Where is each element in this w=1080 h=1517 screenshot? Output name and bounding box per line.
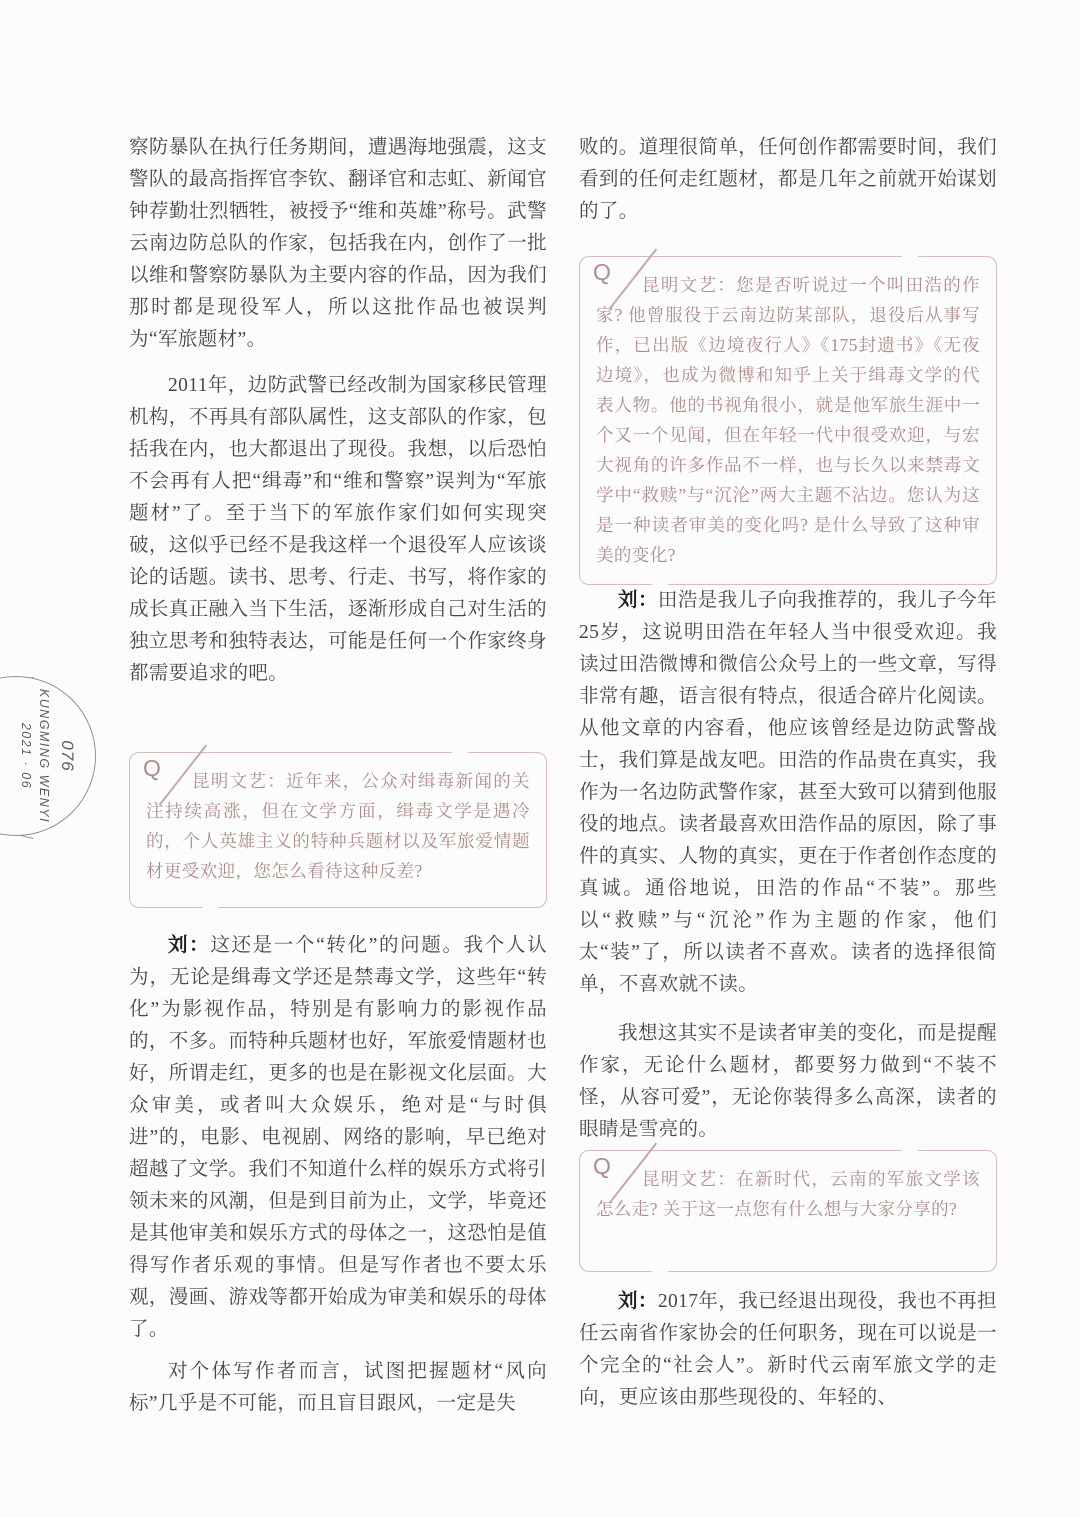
answer-paragraph — [579, 585, 997, 1001]
question-paragraph — [146, 766, 530, 886]
left-paragraph-continuation — [129, 132, 547, 356]
question-box-2 — [579, 256, 997, 585]
left-answer-1 — [129, 930, 547, 1346]
q-marker: Q — [143, 755, 161, 781]
right-paragraph-continuation — [579, 132, 997, 228]
paragraph-text: 败的。道理很简单，任何创作都需要时间，我们看到的任何走红题材，都是几年之前就开始谋划的了。 — [579, 137, 997, 222]
paragraph-text: 察防暴队在执行任务期间，遭遇海地强震，这支警队的最高指挥官李钦、翻译官和志虹、新闻官钟荐勤壮烈牺牲，被授予“维和英雄”称号。武警云南边防总队的作家，包括我在内，创作了一批以维和警察防暴队为主要内容的作品，因为我们那时都是现役军人，所以这批作品也被误判为“军旅题材”。 — [129, 137, 547, 350]
answer-paragraph — [579, 1286, 997, 1414]
question-text: 在新时代，云南的军旅文学该怎么走? 关于这一点您有什么想与大家分享的? — [596, 1169, 981, 1219]
border-gap-bottom — [202, 904, 218, 910]
question-speaker: 昆明文艺： — [642, 275, 737, 295]
question-text: 近年来，公众对缉毒新闻的关注持续高涨，但在文学方面，缉毒文学是遇冷的，个人英雄主义的特种兵题材以及军旅爱情题材更受欢迎，您怎么看待这种反差? — [146, 771, 531, 881]
answer-text: 这还是一个“转化”的问题。我个人认为，无论是缉毒文学还是禁毒文学，这些年“转化”为影视作品，特别是有影响力的影视作品的，不多。而特种兵题材也好，军旅爱情题材也好，所谓走红，更多的也是在影视文化层面。大众审美，或者叫大众娱乐，绝对是“与时俱进”的，电影、电视剧、网络的影响，早已绝对超越了文学。我们不知道什么样的娱乐方式将引领未来的风潮，但是到目前为止，文学，毕竟还是其他审美和娱乐方式的母体之一，这恐怕是值得写作者乐观的事情。但是写作者也不要太乐观，漫画、游戏等都开始成为审美和娱乐的母体了。 — [129, 935, 547, 1340]
border-gap-top — [902, 1148, 918, 1154]
magazine-title: KUNGMING WENYI — [37, 688, 51, 824]
border-gap-bottom — [652, 1268, 668, 1274]
paragraph-text: 我想这其实不是读者审美的变化，而是提醒作家，无论什么题材，都要努力做到“不装不怪，从容可爱”，无论你装得多么高深，读者的眼睛是雪亮的。 — [579, 1023, 997, 1140]
question-paragraph — [596, 1164, 980, 1224]
answer-speaker: 刘： — [168, 935, 211, 956]
question-box-3 — [579, 1150, 997, 1272]
question-text: 您是否听说过一个叫田浩的作家? 他曾服役于云南边防某部队，退役后从事写作，已出版《边境夜行人》《175封遗书》《无夜边境》，也成为微博和知乎上关于缉毒文学的代表人物。他的书视角很小，就是他军旅生涯中一个又一个见闻，但在年轻一代中很受欢迎，与宏大视角的许多作品不一样，也与长久以来禁毒文学中“救赎”与“沉沦”两大主题不沾边。您认为这是一种读者审美的变化吗? 是什么导致了这种审美的变化? — [596, 275, 981, 565]
right-paragraph-remind — [579, 1018, 997, 1146]
q-marker: Q — [593, 1153, 611, 1179]
border-gap-top — [452, 750, 468, 756]
paragraph-text: 对个体写作者而言，试图把握题材“风向标”几乎是不可能，而且盲目跟风，一定是失 — [129, 1361, 547, 1414]
page-number: 076 — [58, 740, 77, 772]
answer-text: 2017年，我已经退出现役，我也不再担任云南省作家协会的任何职务，现在可以说是一个完全的“社会人”。新时代云南军旅文学的走向，更应该由那些现役的、年轻的、 — [579, 1291, 997, 1408]
question-box-1 — [129, 752, 547, 908]
answer-speaker: 刘： — [618, 590, 658, 611]
border-gap-top — [902, 254, 918, 260]
left-paragraph-2011 — [129, 370, 547, 690]
answer-speaker: 刘： — [618, 1291, 658, 1312]
sidebar-rotated-text — [19, 689, 77, 823]
question-speaker: 昆明文艺： — [642, 1169, 737, 1189]
question-speaker: 昆明文艺： — [192, 771, 287, 791]
left-paragraph-individual — [129, 1356, 547, 1420]
answer-text: 田浩是我儿子向我推荐的，我儿子今年25岁，这说明田浩在年轻人当中很受欢迎。我读过田浩微博和微信公众号上的一些文章，写得非常有趣，语言很有特点，很适合碎片化阅读。从他文章的内容看，他应该曾经是边防武警战士，我们算是战友吧。田浩的作品贵在真实，我作为一名边防武警作家，甚至大致可以猜到他服役的地点。读者最喜欢田浩作品的原因，除了事件的真实、人物的真实，更在于作者创作态度的真诚。通俗地说，田浩的作品“不装”。那些以“救赎”与“沉沦”作为主题的作家，他们太“装”了，所以读者不喜欢。读者的选择很简单，不喜欢就不读。 — [579, 590, 997, 995]
right-answer-2 — [579, 585, 997, 1001]
paragraph-text: 2011年，边防武警已经改制为国家移民管理机构，不再具有部队属性，这支部队的作家，包括我在内，也大都退出了现役。我想，以后恐怕不会再有人把“缉毒”和“维和警察”误判为“军旅题材”了。至于当下的军旅作家们如何实现突破，这似乎已经不是我这样一个退役军人应该谈论的话题。读书、思考、行走、书写，将作家的成长真正融入当下生活，逐渐形成自己对生活的独立思考和独特表达，可能是任何一个作家终身都需要追求的吧。 — [129, 375, 547, 684]
right-answer-3 — [579, 1286, 997, 1414]
q-marker: Q — [593, 259, 611, 285]
question-paragraph — [596, 270, 980, 570]
answer-paragraph — [129, 930, 547, 1346]
sidebar-circle-badge — [0, 676, 96, 836]
issue-number: 2021 · 06 — [19, 722, 33, 790]
